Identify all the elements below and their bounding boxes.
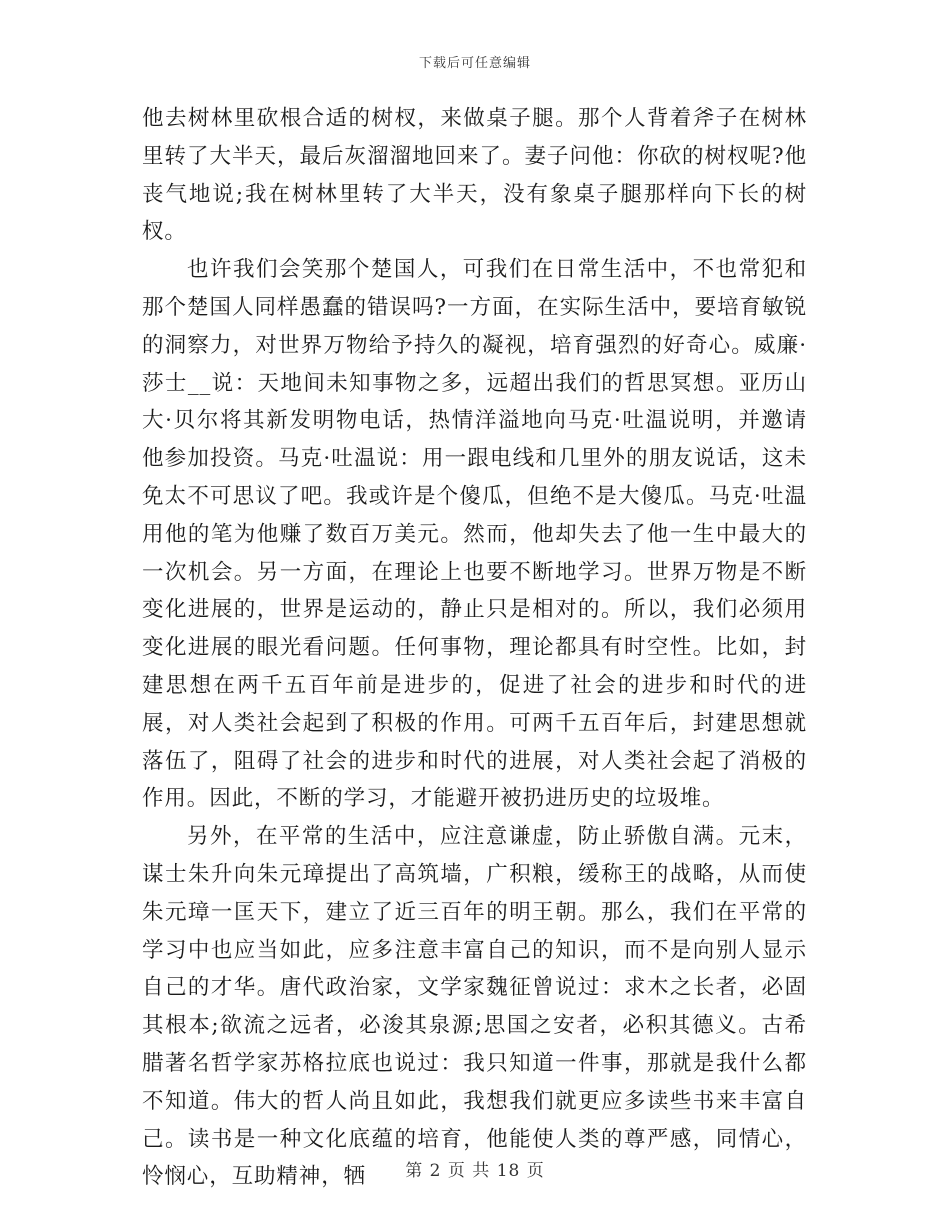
document-body: [142, 100, 807, 1196]
paragraph-2: 也许我们会笑那个楚国人，可我们在日常生活中，不也常犯和那个楚国人同样愚蠢的错误吗?一方面，在实际生活中，要培育敏锐的洞察力，对世界万物给予持久的凝视，培育强烈的好奇心。威廉·莎士__说：天地间未知事物之多，远超出我们的哲思冥想。亚历山大·贝尔将其新发明物电话，热情洋溢地向马克·吐温说明，并邀请他参加投资。马克·吐温说：用一跟电线和几里外的朋友说话，这未免太不可思议了吧。我或许是个傻瓜，但绝不是大傻瓜。马克·吐温用他的笔为他赚了数百万美元。然而，他却失去了他一生中最大的一次机会。另一方面，在理论上也要不断地学习。世界万物是不断变化进展的，世界是运动的，静止只是相对的。所以，我们必须用变化进展的眼光看问题。任何事物，理论都具有时空性。比如，封建思想在两千五百年前是进步的，促进了社会的进步和时代的进展，对人类社会起到了积极的作用。可两千五百年后，封建思想就落伍了，阻碍了社会的进步和时代的进展，对人类社会起了消极的作用。因此，不断的学习，才能避开被扔进历史的垃圾堆。: [142, 257, 807, 812]
paragraph-3: 另外，在平常的生活中，应注意谦虚，防止骄傲自满。元末，谋士朱升向朱元璋提出了高筑墙，广积粮，缓称王的战略，从而使朱元璋一匡天下，建立了近三百年的明王朝。那么，我们在平常的学习中也应当如此，应多注意丰富自己的知识，而不是向别人显示自己的才华。唐代政治家，文学家魏征曾说过：求木之长者，必固其根本;欲流之远者，必浚其泉源;思国之安者，必积其德义。古希腊著名哲学家苏格拉底也说过：我只知道一件事，那就是我什么都不知道。伟大的哲人尚且如此，我想我们就更应多读些书来丰富自己。读书是一种文化底蕴的培育，他能使人类的尊严感，同情心，怜悯心，互助精神，牺: [142, 824, 807, 1190]
page-footer-page-number: 第 2 页 共 18 页: [405, 1161, 545, 1181]
page-header: 下载后可任意编辑: [418, 56, 531, 71]
paragraph-1: 他去树林里砍根合适的树杈，来做桌子腿。那个人背着斧子在树林里转了大半天，最后灰溜溜地回来了。妻子问他：你砍的树杈呢?他丧气地说;我在树林里转了大半天，没有象桌子腿那样向下长的树杈。: [142, 106, 807, 245]
